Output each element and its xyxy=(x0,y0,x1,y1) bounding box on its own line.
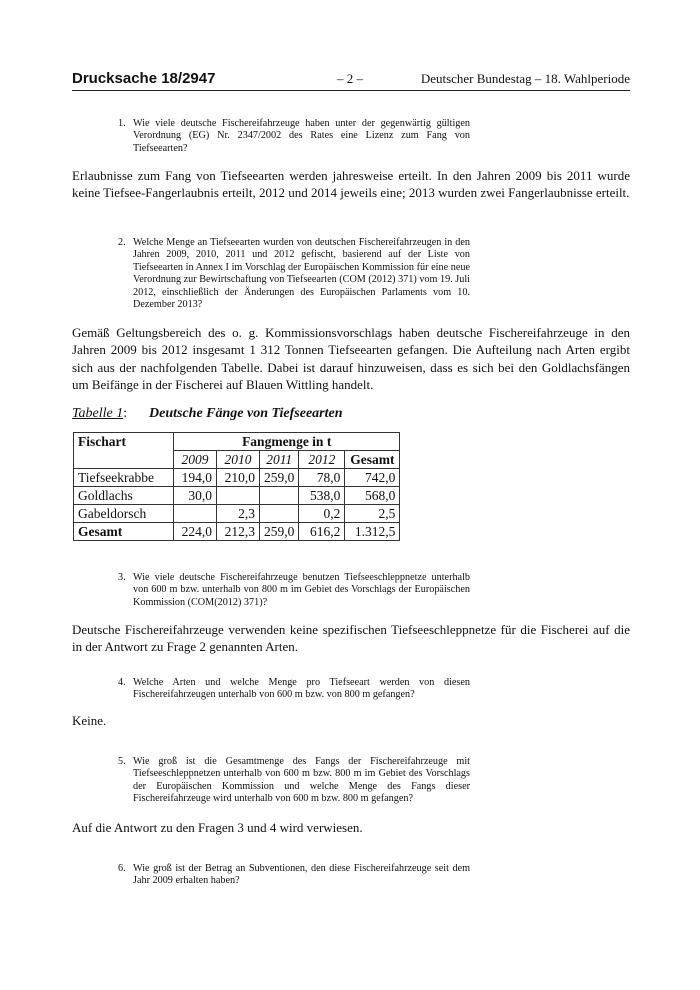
question-6: 6. Wie groß ist der Betrag an Subventionen, den diese Fischereifahrzeuge seit dem Jahr 2009 erhalten haben? xyxy=(118,863,470,887)
question-4: 4. Welche Arten und welche Menge pro Tiefseeart werden von diesen Fischereifahrzeugen unterhalb von 600 m bzw. von 800 m gefangen? xyxy=(118,677,470,701)
value-cell: 2,5 xyxy=(345,505,400,523)
value-cell: 538,0 xyxy=(299,487,345,505)
page-number: – 2 – xyxy=(337,71,363,86)
question-2: 2. Welche Menge an Tiefseearten wurden von deutschen Fischereifahrzeugen in den Jahren 2009, 2010, 2011 und 2012 gefischt, basierend auf der Liste von Tiefseearten in Annex I im Vorschlag der Europäischen Kommission für eine neue Verordnung zur Bewirtschaftung von Tiefseearten (COM (2012) 371) vom 19. Juli 2012, einschließlich der Änderungen des Europäischen Parlaments vom 10. Dezember 2013? xyxy=(118,237,470,311)
answer-3: Deutsche Fischereifahrzeuge verwenden keine spezifischen Tiefseeschleppnetze für die Fischerei auf die in der Antwort zu Frage 2 genannten Arten. xyxy=(72,622,630,655)
table-row xyxy=(74,487,400,505)
header-year: 2010 xyxy=(217,451,260,469)
value-cell: 616,2 xyxy=(299,523,345,541)
header-year: 2012 xyxy=(299,451,345,469)
header-group: Fangmenge in t xyxy=(174,433,400,451)
answer-4: Keine. xyxy=(72,713,107,728)
value-cell xyxy=(260,505,299,523)
value-cell xyxy=(260,487,299,505)
value-cell: 0,2 xyxy=(299,505,345,523)
table-row xyxy=(74,469,400,487)
answer-2: Gemäß Geltungsbereich des o. g. Kommissionsvorschlags haben deutsche Fischereifahrzeuge in den Jahren 2009 bis 2012 insgesamt 1 312 Tonnen Tiefseearten gefangen. Die Aufteilung nach Arten ergibt sich aus der nachfolgenden Tabelle. Dabei ist darauf hinzuweisen, dass es sich bei den Goldlachsfängen um Beifänge in der Fischerei auf Blauen Wittling handelt. xyxy=(72,325,630,393)
value-cell: 30,0 xyxy=(174,487,217,505)
value-cell: 210,0 xyxy=(217,469,260,487)
value-cell: 78,0 xyxy=(299,469,345,487)
value-cell: 212,3 xyxy=(217,523,260,541)
document-number: Drucksache 18/2947 xyxy=(72,70,216,87)
answer-1: Erlaubnisse zum Fang von Tiefseearten werden jahresweise erteilt. In den Jahren 2009 bis 2011 wurde keine Tiefsee-Fangerlaubnis erteilt, 2012 und 2014 jeweils eine; 2013 wurden zwei Fangerlaubnisse erteilt. xyxy=(72,168,630,201)
value-cell: 742,0 xyxy=(345,469,400,487)
catch-table xyxy=(73,432,400,541)
value-cell: 1.312,5 xyxy=(345,523,400,541)
value-cell: 259,0 xyxy=(260,523,299,541)
value-cell: 2,3 xyxy=(217,505,260,523)
table-caption: Tabelle 1: Deutsche Fänge von Tiefseearten xyxy=(72,406,343,421)
publisher: Deutscher Bundestag – 18. Wahlperiode xyxy=(420,71,630,86)
question-3: 3. Wie viele deutsche Fischereifahrzeuge benutzen Tiefseeschleppnetze unterhalb von 600 m bzw. unterhalb von 800 m im Gebiet des Vorschlags der Europäischen Kommission (COM(2012) 371)? xyxy=(118,572,470,608)
question-1: 1. Wie viele deutsche Fischereifahrzeuge haben unter der gegenwärtig gültigen Verordnung (EG) Nr. 2347/2002 des Rates eine Lizenz zum Fang von Tiefseearten? xyxy=(118,118,470,154)
page-header xyxy=(72,68,630,91)
value-cell: 194,0 xyxy=(174,469,217,487)
table-title: Deutsche Fänge von Tiefseearten xyxy=(149,406,343,421)
table-total-row xyxy=(74,523,400,541)
value-cell xyxy=(174,505,217,523)
value-cell: 224,0 xyxy=(174,523,217,541)
answer-5: Auf die Antwort zu den Fragen 3 und 4 wird verwiesen. xyxy=(72,820,363,835)
header-species: Fischart xyxy=(74,433,174,469)
value-cell: 568,0 xyxy=(345,487,400,505)
species-cell: Gabeldorsch xyxy=(74,505,174,523)
table-row xyxy=(74,505,400,523)
table-header-row xyxy=(74,433,400,451)
value-cell: 259,0 xyxy=(260,469,299,487)
header-total: Gesamt xyxy=(345,451,400,469)
header-year: 2011 xyxy=(260,451,299,469)
species-cell: Tiefseekrabbe xyxy=(74,469,174,487)
value-cell xyxy=(217,487,260,505)
question-5: 5. Wie groß ist die Gesamtmenge des Fangs der Fischereifahrzeuge mit Tiefseeschleppnetzen unterhalb von 600 m bzw. 800 m im Gebiet des Vorschlags der Europäischen Kommission und welche Menge des Fangs dieser Fischereifahrzeuge wird unterhalb von 600 m bzw. 800 m gefangen? xyxy=(118,756,470,805)
species-cell: Goldlachs xyxy=(74,487,174,505)
header-year: 2009 xyxy=(174,451,217,469)
species-cell: Gesamt xyxy=(74,523,174,541)
